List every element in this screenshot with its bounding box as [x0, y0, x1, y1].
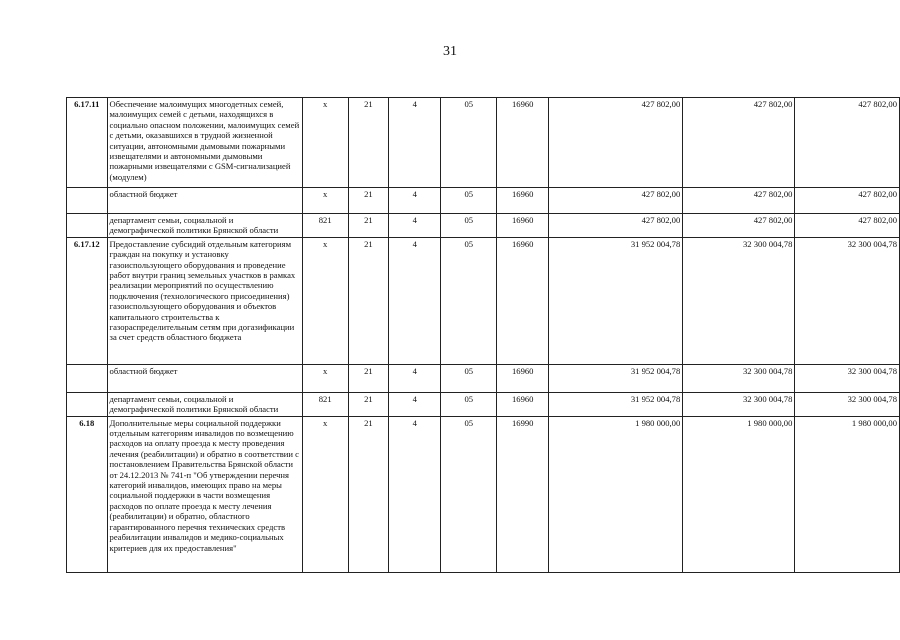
subprogram-code: 4: [389, 392, 441, 416]
event-code: 05: [441, 98, 497, 188]
program-code: 21: [348, 364, 389, 392]
subprogram-code: 4: [389, 214, 441, 238]
table-row: [67, 364, 900, 392]
row-name: областной бюджет: [107, 364, 302, 392]
program-code: 21: [348, 416, 389, 572]
grbs-code: х: [302, 98, 348, 188]
table-row: [67, 188, 900, 214]
row-number: 6.18: [67, 416, 108, 572]
subprogram-code: 4: [389, 364, 441, 392]
amount-year-3: 427 802,00: [795, 188, 900, 214]
amount-year-2: 1 980 000,00: [683, 416, 795, 572]
grbs-code: 821: [302, 214, 348, 238]
grbs-code: 821: [302, 392, 348, 416]
subprogram-code: 4: [389, 237, 441, 364]
row-number: [67, 364, 108, 392]
table-row: [67, 416, 900, 572]
table-row: [67, 392, 900, 416]
amount-year-2: 32 300 004,78: [683, 392, 795, 416]
amount-year-2: 32 300 004,78: [683, 237, 795, 364]
amount-year-3: 32 300 004,78: [795, 392, 900, 416]
event-code: 05: [441, 416, 497, 572]
program-code: 21: [348, 237, 389, 364]
table-row: [67, 98, 900, 188]
event-code: 05: [441, 364, 497, 392]
amount-year-1: 427 802,00: [549, 188, 683, 214]
event-code: 05: [441, 214, 497, 238]
grbs-code: х: [302, 364, 348, 392]
event-code: 05: [441, 188, 497, 214]
amount-year-2: 32 300 004,78: [683, 364, 795, 392]
program-code: 21: [348, 98, 389, 188]
row-number: 6.17.12: [67, 237, 108, 364]
direction-code: 16960: [497, 188, 549, 214]
row-number: [67, 392, 108, 416]
amount-year-1: 31 952 004,78: [549, 237, 683, 364]
row-name: Обеспечение малоимущих многодетных семей, малоимущих семей с детьми, находящихся в социально опасном положении, малоимущих семей с детьми, оказавшихся в трудной жизненной ситуации, автономными дымовыми пожарными извещателями и автономными дымовыми пожарными извещателями с GSM-сигнализацией (модулем): [107, 98, 302, 188]
direction-code: 16990: [497, 416, 549, 572]
amount-year-1: 427 802,00: [549, 214, 683, 238]
amount-year-3: 32 300 004,78: [795, 364, 900, 392]
page-number: 31: [443, 44, 457, 59]
grbs-code: х: [302, 416, 348, 572]
table-row: [67, 237, 900, 364]
direction-code: 16960: [497, 98, 549, 188]
amount-year-3: 1 980 000,00: [795, 416, 900, 572]
amount-year-1: 427 802,00: [549, 98, 683, 188]
amount-year-2: 427 802,00: [683, 188, 795, 214]
row-number: [67, 188, 108, 214]
subprogram-code: 4: [389, 188, 441, 214]
table-row: [67, 214, 900, 238]
budget-table: [66, 97, 900, 573]
direction-code: 16960: [497, 364, 549, 392]
amount-year-3: 427 802,00: [795, 98, 900, 188]
direction-code: 16960: [497, 237, 549, 364]
amount-year-1: 1 980 000,00: [549, 416, 683, 572]
row-name: департамент семьи, социальной и демографической политики Брянской области: [107, 214, 302, 238]
amount-year-3: 427 802,00: [795, 214, 900, 238]
direction-code: 16960: [497, 214, 549, 238]
program-code: 21: [348, 392, 389, 416]
grbs-code: х: [302, 188, 348, 214]
row-name: областной бюджет: [107, 188, 302, 214]
amount-year-1: 31 952 004,78: [549, 392, 683, 416]
amount-year-1: 31 952 004,78: [549, 364, 683, 392]
subprogram-code: 4: [389, 98, 441, 188]
amount-year-2: 427 802,00: [683, 214, 795, 238]
amount-year-3: 32 300 004,78: [795, 237, 900, 364]
row-name: Дополнительные меры социальной поддержки отдельным категориям инвалидов по возмещению расходов на оплату проезда к месту проведения лечения (реабилитации) и обратно в соответствии с постановлением Правительства Брянской области от 24.12.2013 № 741-п "Об утверждении перечня категорий инвалидов, имеющих право на меры социальной поддержки в части возмещения расходов по оплате проезда к месту лечения (реабилитации) и обратно, областного гарантированного перечня технических средств реабилитации инвалидов и медико-социальных критериев для их предоставления": [107, 416, 302, 572]
program-code: 21: [348, 188, 389, 214]
row-number: [67, 214, 108, 238]
program-code: 21: [348, 214, 389, 238]
row-name: Предоставление субсидий отдельным категориям граждан на покупку и установку газоиспользующего оборудования и проведение работ внутри границ земельных участков в рамках реализации мероприятий по осуществлению подключения (технологического присоединения) газоиспользующего оборудования и объектов капитального строительства к газораспределительным сетям при догазификации за счет средств областного бюджета: [107, 237, 302, 364]
event-code: 05: [441, 392, 497, 416]
direction-code: 16960: [497, 392, 549, 416]
amount-year-2: 427 802,00: [683, 98, 795, 188]
event-code: 05: [441, 237, 497, 364]
row-number: 6.17.11: [67, 98, 108, 188]
row-name: департамент семьи, социальной и демографической политики Брянской области: [107, 392, 302, 416]
subprogram-code: 4: [389, 416, 441, 572]
grbs-code: х: [302, 237, 348, 364]
